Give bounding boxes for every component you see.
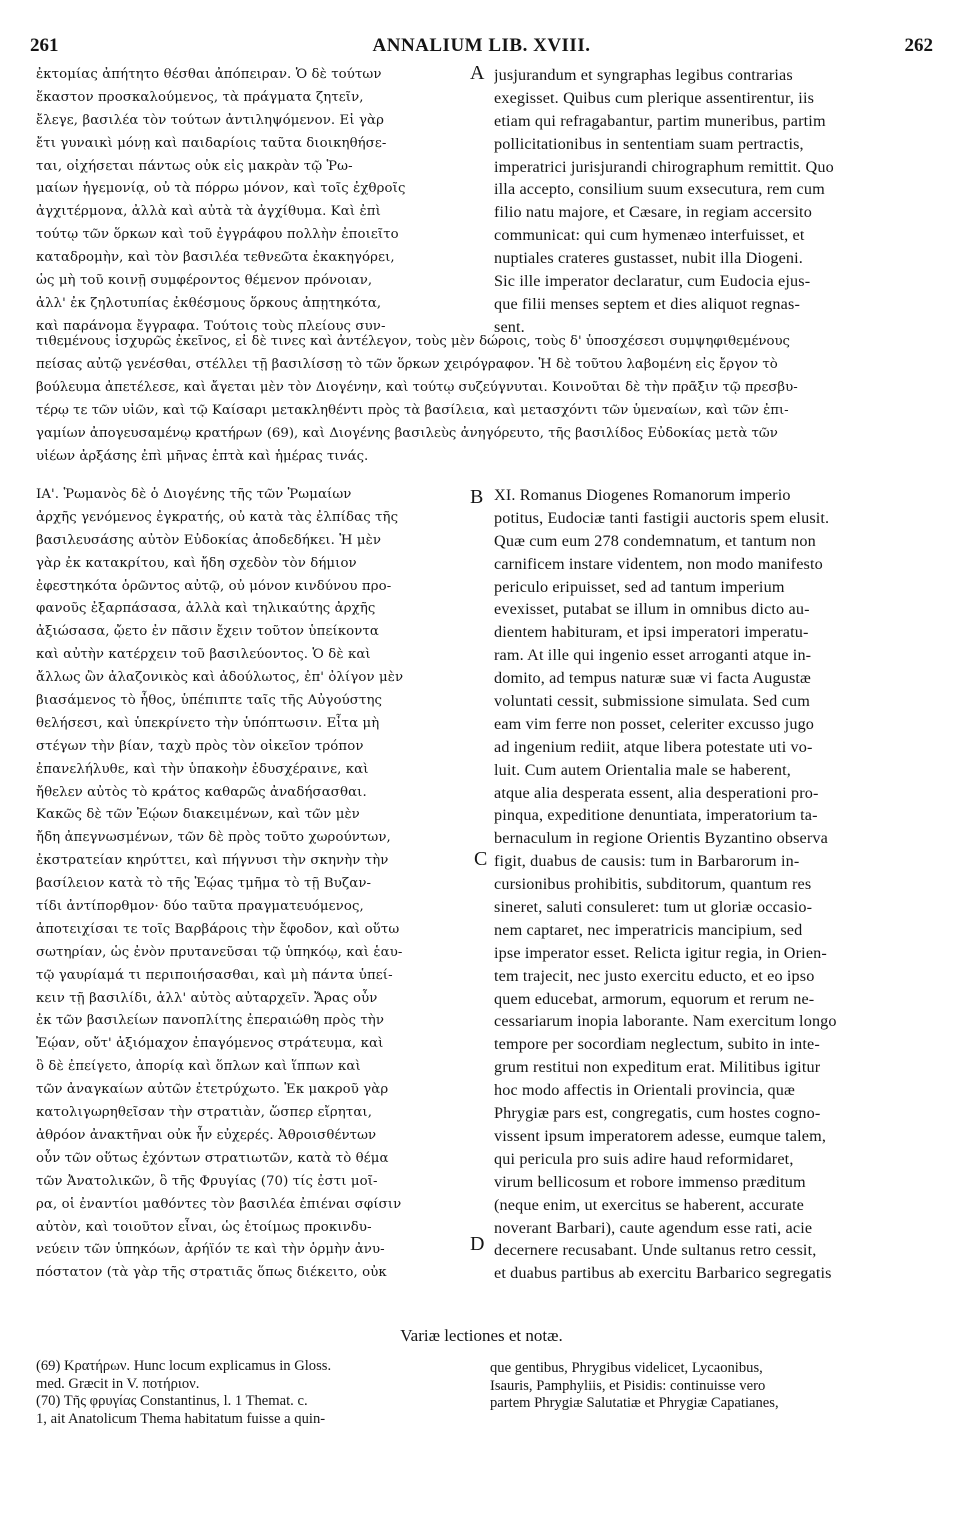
greek-text-line: βασίλειον κατὰ τὸ τῆς Ἐῴας τμῆμα τὸ τῇ Βυζαν- — [36, 876, 372, 892]
greek-text-line: πείσας αὐτῷ γενέσθαι, στέλλει τῇ βασιλίσσῃ τὸ τῶν ὅρκων χειρόγραφον. Ἡ δὲ τοῦτου λαβομένη εἰς ἔργον τὸ — [36, 357, 778, 372]
latin-text-line: exegisset. Quibus cum plerique assentirentur, iis — [494, 88, 815, 107]
latin-text-line: Phrygiæ pars est, congregatis, cum hostes cogno- — [494, 1104, 821, 1123]
latin-text-line: filio natu majore, et Cæsare, in regiam accersito — [494, 203, 812, 222]
margin-marker-b: B — [470, 486, 484, 508]
latin-text-line: noverant Barbari), caute agendum esse rati, acie — [494, 1218, 813, 1237]
greek-text-line: γὰρ ἐκ κατακρίτου, καὶ ἤδη σχεδὸν τὸν δήμιον — [36, 555, 357, 571]
greek-text-line: ρα, οἱ ἐναντίοι μαθόντες τὸν βασιλέα ἐπιέναι σφίσιν — [36, 1196, 402, 1212]
greek-text-line: νεύειν τῶν ὑπηκόων, ἀρήϊόν τε καὶ τὴν ὁρμὴν ἀνυ- — [36, 1242, 385, 1258]
latin-text-line: ipse imperator esset. Relicta igitur regia, in Orien- — [494, 943, 827, 962]
latin-text-line: etiam qui refragabantur, partim muneribus, partim — [494, 111, 826, 130]
latin-text-line: voluntati cessit, submissione simulata. Sed cum — [494, 692, 810, 711]
greek-text-line: τῶν Ἀνατολικῶν, ὃ τῆς Φρυγίας (70) τίς ἐστι μοῖ- — [36, 1173, 378, 1189]
latin-text-line: potitus, Eudociæ tanti fastigii auctoris spem elusit. — [494, 508, 830, 527]
note-line: 1, ait Anatolicum Thema habitatum fuisse a quin- — [36, 1410, 326, 1427]
margin-marker-c: C — [474, 848, 488, 870]
latin-text-line: communicat: qui cum hymenæo interfuisset, et — [494, 226, 805, 245]
latin-text-line: quem educebat, armorum, equorum et rerum ne- — [494, 989, 815, 1008]
greek-text-line: Ἐῴαν, οὔτ' ἀξιόμαχον ἐπαγόμενος στράτευμα, καὶ — [36, 1036, 384, 1052]
running-head — [30, 35, 933, 61]
latin-text-line: sineret, saluti consuleret: tum ut gloriæ occasio- — [494, 898, 813, 917]
greek-text-line: οὖν τῶν οὕτως ἐχόντων στρατιωτῶν, κατὰ τὸ θέμα — [36, 1150, 389, 1166]
greek-text-line: γαμίων ἀπογευσαμένῳ κρατήρων (69), καὶ Διογένης βασιλεὺς ἀνηγόρευτο, τῆς βασιλίδος Εὐδοκίας μετὰ τῶν — [36, 426, 778, 441]
greek-text-line: ἀλλ' ἐκ ζηλοτυπίας ἐκθέσμους ὅρκους ἀπῃτηκότα, — [36, 295, 382, 311]
greek-column-chapter-xi — [36, 484, 491, 1285]
latin-text-line: cursionibus prohibitis, subditorum, quantum res — [494, 875, 812, 894]
greek-text-line: τῷ γαυρίαμά τι περιποιήσασθαι, καὶ μὴ πάντα ὑπεί- — [36, 967, 393, 983]
latin-text-line: decernere recusabant. Unde sultanus retro cessit, — [494, 1241, 817, 1260]
note-line: Isauris, Pamphyliis, et Pisidis: continuisse vero — [490, 1377, 766, 1394]
page-number-right: 262 — [904, 35, 933, 56]
greek-text-line: ἐπανελήλυθε, καὶ τὴν ὑπακοὴν ἐδυσχέραινε, καὶ — [36, 761, 369, 777]
greek-text-line: ἀθρόον ἀνακτῆναι οὐκ ἦν εὐχερές. Ἀθροισθέντων — [36, 1127, 377, 1143]
greek-text-line: τῶν ἀναγκαίων αὐτῶν ἐτετρύχωτο. Ἐκ μακροῦ γὰρ — [36, 1082, 389, 1098]
greek-text-line: ἐκ τῶν βασιλείων πανοπλίτης ἐπεραιώθη πρὸς τὴν — [36, 1013, 385, 1029]
notes-left-column — [36, 1358, 478, 1428]
note-line: que gentibus, Phrygibus videlicet, Lycaonibus, — [490, 1360, 763, 1376]
latin-text-line: tem trajecit, nec justo exercitu educto, et eo ipso — [494, 966, 815, 985]
latin-text-line: hoc modo affectis in Orientali provincia, quæ — [494, 1081, 795, 1100]
greek-text-line: τούτῳ τῶν ὅρκων καὶ τοῦ ἐγγράφου πολλὴν ἐποιεῖτο — [36, 227, 399, 243]
greek-text-line: βιασάμενος τὸ ἦθος, ὑπέπιπτε ταῖς τῆς Αὐγούστης — [36, 693, 383, 709]
latin-text-line: jusjurandum et syngraphas legibus contrarias — [494, 66, 793, 84]
latin-text-line: grum restitui non expeditum erat. Militibus igitur — [494, 1058, 821, 1077]
greek-text-line: αὐτὸν, καὶ τοιοῦτον εἶναι, ὡς ἑτοίμως προκινδυ- — [36, 1219, 372, 1235]
latin-text-line: et duabus partibus ab exercitu Barbarico segregatis — [494, 1264, 832, 1283]
greek-text-line: βασιλευσάσης αὐτὸν Εὐδοκίας ἀποδεδήκει. Ἡ μὲν — [36, 532, 382, 548]
greek-text-line: φανοῦς ἐξαρπάσασα, ἀλλὰ καὶ τηλικαύτης ἀρχῆς — [36, 601, 376, 617]
greek-text-line: ἀποτειχίσαι τε τοῖς Βαρβάροις τὴν ἔφοδον, καὶ οὕτω — [36, 921, 400, 937]
latin-text-line: luit. Cum autem Orientalia male se haberent, — [494, 760, 791, 779]
greek-text-line: καὶ παράνομα ἔγγραφα. Τούτοις τοὺς πλείους συν- — [36, 318, 386, 334]
greek-text-line: ται, οἰχήσεται πάντως οὐκ εἰς μακρὰν τῷ Ῥω- — [36, 158, 353, 174]
greek-text-line: τιθεμένους ἰσχυρῶς ἐκεῖνος, εἰ δὲ τινες καὶ ἀντέλεγον, τοὺς μὲν δώροις, τοὺς δ' ὑποσχέσεσι συμψηφιθεμένους — [36, 334, 790, 349]
latin-text-line: domito, ad tempus naturæ suæ vi facta Augustæ — [494, 669, 811, 688]
latin-text-line: evexisset, putabat se illum in omnibus dicto au- — [494, 600, 810, 619]
latin-text-line: (neque enim, ut exercitus se haberent, accurate — [494, 1195, 804, 1214]
greek-text-line: ἐφεστηκότα ὁρῶντος αὐτῷ, οὐ μόνον κινδύνου προ- — [36, 578, 392, 594]
greek-full-width-block — [36, 330, 929, 468]
greek-text-line: βούλευμα ἀπετέλεσε, καὶ ἄγεται μὲν τὸν Διογένην, καὶ τούτῳ συζεύγνυται. Κοινοῦται δὲ τὴν πρᾶξιν τῷ πρεσβυ- — [36, 380, 798, 395]
greek-text-line: ἤδη ἀπεγνωσμένων, τῶν δὲ πρὸς τοῦτο χωρούντων, — [36, 830, 391, 846]
latin-text-line: tempore per socordiam neglectum, subito in inte- — [494, 1035, 820, 1054]
greek-text-line: ΙΑ'. Ῥωμανὸς δὲ ὁ Διογένης τῆς τῶν Ῥωμαίων — [36, 487, 352, 502]
greek-text-line: καὶ αὐτὴν κατέρχειν τοῦ βασιλεύοντος. Ὁ δὲ καὶ — [36, 647, 371, 663]
greek-text-line: ὡς μὴ τοῦ κοινῇ συμφέροντος θέμενον πρόνοιαν, — [36, 273, 373, 289]
latin-text-line: carnificem instare videntem, non modo manifesto — [494, 554, 823, 573]
latin-column-top — [494, 64, 926, 339]
latin-text-line: qui pericula pro suis adire haud reformidaret, — [494, 1149, 794, 1168]
latin-text-line: que filii menses septem et dies aliquot regnas- — [494, 294, 800, 313]
note-line: (69) Κρατήρων. Hunc locum explicamus in Gloss. — [36, 1358, 332, 1374]
latin-text-line: figit, duabus de causis: tum in Barbarorum in- — [494, 852, 800, 871]
latin-text-line: periculo eripuisset, sed ad tantum imperium — [494, 577, 785, 596]
latin-text-line: sent. — [494, 317, 525, 336]
greek-text-line: ἀγχιτέρμονα, ἀλλὰ καὶ αὐτὰ τὰ ἀγχίθυμα. Καὶ ἐπὶ — [36, 204, 381, 220]
greek-text-line: ἄλλως ὢν ἀλαζονικὸς καὶ ἀδούλωτος, ἐπ' ὀλίγον μὲν — [36, 670, 404, 686]
latin-text-line: ad ingenium rediit, atque libera potestate uti vo- — [494, 737, 813, 756]
greek-text-line: πόστατον (τὰ γὰρ τῆς στρατιᾶς ὅπως διέκειτο, οὐκ — [36, 1265, 387, 1281]
greek-text-line: ἔτι γυναικὶ μόνῃ καὶ παιδαρίοις ταῦτα διοικηθήσε- — [36, 135, 387, 151]
latin-text-line: illa accepto, consilium suum exsecutura, rem cum — [494, 180, 825, 199]
note-line: (70) Τῆς φρυγίας Constantinus, l. 1 Themat. c. — [36, 1393, 308, 1409]
greek-text-line: ἀρχῆς γενόμενος ἐγκρατής, οὐ κατὰ τὰς ἐλπίδας τῆς — [36, 509, 399, 525]
latin-text-line: dientem habituram, et ipsi imperatori imperatu- — [494, 623, 809, 642]
greek-text-line: ἀξιώσασα, ᾤετο ἐν πᾶσιν ἔχειν τοῦτον ὑπείκοντα — [36, 624, 379, 640]
greek-text-line: Κακῶς δὲ τῶν Ἐῴων διακειμένων, καὶ τῶν μὲν — [36, 807, 360, 823]
greek-text-line: θελήσεσι, καὶ ὑπεκρίνετο τὴν ὑπόπτωσιν. Εἶτα μὴ — [36, 715, 380, 731]
latin-text-line: nem captaret, nec imperatricis mancipium, sed — [494, 920, 803, 939]
note-line: partem Phrygiæ Salutatiæ et Phrygiæ Capatianes, — [490, 1395, 779, 1411]
latin-text-line: imperatrici jurisjurandi chirographum remittit. Quo — [494, 157, 834, 176]
latin-text-line: bernaculum in regione Orientis Byzantino observa — [494, 829, 829, 848]
latin-text-line: ram. At ille qui ingenio esset arroganti atque in- — [494, 646, 812, 665]
greek-text-line: υἱέων ἀρξάσης ἐπὶ μῆνας ἑπτὰ καὶ ἡμέρας τινάς. — [36, 449, 369, 464]
greek-text-line: ἤθελεν αὐτὸς τὸ κράτος καθαρῶς ἀναδήσασθαι. — [36, 784, 367, 800]
latin-text-line: vissent ipsum imperatorem adesse, eumque talem, — [494, 1126, 827, 1145]
latin-text-line: Sic ille imperator declaratur, cum Eudocia ejus- — [494, 272, 811, 291]
latin-text-line: Quæ cum eum 278 condemnatum, et tantum non — [494, 531, 816, 550]
latin-text-line: pinqua, expeditione denuntiata, imperatorium ta- — [494, 806, 818, 825]
greek-text-line: ἕκαστον προσκαλούμενος, τὰ πράγματα ζητεῖν, — [36, 89, 364, 105]
greek-text-line: ἔλεγε, βασιλέα τὸν τούτων ἀντιληψόμενον. Εἰ γὰρ — [36, 112, 385, 128]
greek-text-line: κειν τῇ βασιλίδι, ἀλλ' αὐτὸς αὐταρχεῖν. Ἄρας οὖν — [36, 990, 378, 1006]
notes-right-column — [490, 1360, 930, 1413]
latin-column-chapter-xi — [494, 484, 926, 1285]
running-title: ANNALIUM LIB. XVIII. — [372, 35, 591, 56]
latin-text-line: XI. Romanus Diogenes Romanorum imperio — [494, 486, 791, 504]
greek-text-line: ὃ δὲ ἐπείγετο, ἀπορίᾳ καὶ ὅπλων καὶ ἵππων καὶ — [36, 1059, 361, 1075]
greek-text-line: τέρῳ τε τῶν υἱῶν, καὶ τῷ Καίσαρι μετακληθέντι πρὸς τὰ βασίλεια, καὶ μετασχόντι τῶν ὑμεναίων, καὶ τῶν ἐπι- — [36, 403, 789, 418]
greek-text-line: στέγων τὴν βίαν, ταχὺ πρὸς τὸν οἰκεῖον τρόπον — [36, 738, 364, 754]
greek-text-line: ἐκτομίας ἀπήτητο θέσθαι ἀπόπειραν. Ὁ δὲ τούτων — [36, 67, 382, 82]
notes-heading: Variæ lectiones et notæ. — [400, 1326, 563, 1345]
margin-marker-d: D — [470, 1233, 485, 1255]
latin-text-line: nuptiales crateres gustasset, nubit illa Diogeni. — [494, 249, 803, 268]
latin-text-line: cessariarum inopia laborante. Nam exercitum longo — [494, 1012, 837, 1031]
greek-column-top — [36, 64, 491, 339]
greek-text-line: μαίων ἡγεμονίᾳ, οὐ τὰ πόρρω μόνον, καὶ τοῖς ἐχθροῖς — [36, 181, 406, 197]
page-number-left: 261 — [30, 35, 59, 56]
greek-text-line: ἐκστρατείαν κηρύττει, καὶ πήγνυσι τὴν σκηνὴν τὴν — [36, 853, 389, 869]
latin-text-line: virum bellicosum et robore immenso præditum — [494, 1172, 806, 1191]
note-line: med. Græcit in V. ποτήριον. — [36, 1375, 200, 1392]
greek-text-line: καταδρομὴν, καὶ τὸν βασιλέα τεθνεῶτα ἐκακηγόρει, — [36, 250, 395, 266]
latin-text-line: atque alia desperata essent, alia desperationi pro- — [494, 783, 819, 802]
latin-text-line: eam vim ferre non posset, celeriter excusso jugo — [494, 714, 815, 733]
greek-text-line: κατολιγωρηθεῖσαν τὴν στρατιὰν, ὥσπερ εἴρηται, — [36, 1105, 373, 1121]
greek-text-line: σωτηρίαν, ὡς ἐνὸν πρυτανεῦσαι τῷ ὑπηκόῳ, καὶ ἑαυ- — [36, 944, 403, 960]
margin-marker-a: A — [470, 62, 485, 84]
greek-text-line: τίδι ἀντίπορθμον· δύο ταῦτα πραγματευόμενος, — [36, 899, 364, 915]
latin-text-line: pollicitationibus in sententiam suam pertractis, — [494, 134, 804, 153]
